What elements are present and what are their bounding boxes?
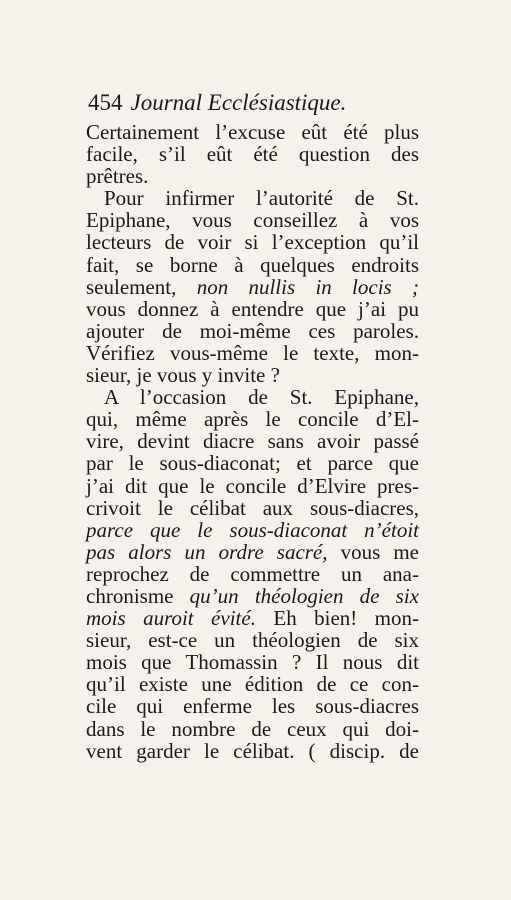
italic-segment: pas alors un ordre sacré, [86, 539, 328, 564]
page-header [88, 88, 428, 118]
text-line: fait, se borne à quelques endroits [86, 252, 419, 277]
text-line: cile qui enferme les sous-diacres [86, 694, 419, 719]
text-line-with-italic [86, 541, 419, 563]
italic-segment: qu’un théologien de six [189, 583, 419, 608]
text-line-with-italic [86, 585, 419, 607]
text-segment: seulement, [86, 274, 177, 299]
italic-text-line: parce que le sous-diaconat n’étoit [86, 517, 419, 542]
running-title: Journal Ecclésiastique. [130, 90, 347, 115]
text-segment: vous me [340, 539, 419, 564]
text-line: Epiphane, vous conseillez à vos [86, 208, 419, 233]
page-number: 454 [88, 90, 123, 115]
text-line: lecteurs de voir si l’exception qu’il [86, 230, 419, 255]
text-line: qu’il existe une édition de ce con- [86, 672, 419, 697]
text-line-with-italic [86, 276, 419, 298]
text-line: ajouter de moi-même ces paroles. [86, 318, 419, 343]
text-line: vous donnez à entendre que j’ai pu [86, 296, 419, 321]
text-line: par le sous-diaconat; et parce que [86, 451, 419, 476]
paragraph-first-line: A l’occasion de St. Epiphane, [104, 385, 419, 410]
text-line: crivoit le célibat aux sous-diacres, [86, 495, 419, 520]
latin-quote: non nullis in locis ; [196, 274, 420, 299]
text-line: reprochez de commettre un ana- [86, 561, 419, 586]
text-line: sieur, est-ce un théologien de six [86, 628, 419, 653]
body-text [86, 121, 419, 762]
text-line: vire, devint diacre sans avoir passé [86, 429, 419, 454]
text-line: Vérifiez vous-même le texte, mon- [86, 340, 419, 365]
text-line: vent garder le célibat. ( discip. de [86, 738, 419, 763]
text-line: qui, même après le concile d’El- [86, 407, 419, 432]
text-line: mois que Thomassin ? Il nous dit [86, 650, 419, 675]
text-segment: Eh bien! mon- [273, 606, 420, 631]
text-line-with-italic [86, 607, 419, 629]
text-line: prêtres. [86, 164, 149, 189]
text-line: Certainement l’excuse eût été plus [86, 120, 419, 144]
italic-segment: mois auroit évité. [86, 606, 256, 631]
text-line: dans le nombre de ceux qui doi- [86, 716, 419, 741]
paragraph-first-line: Pour infirmer l’autorité de St. [104, 186, 419, 211]
text-line: sieur, je vous y invite ? [86, 363, 280, 388]
text-segment: chronisme [86, 583, 174, 608]
text-line: facile, s’il eût été question des [86, 142, 419, 167]
text-line: j’ai dit que le concile d’Elvire pres- [86, 473, 419, 498]
